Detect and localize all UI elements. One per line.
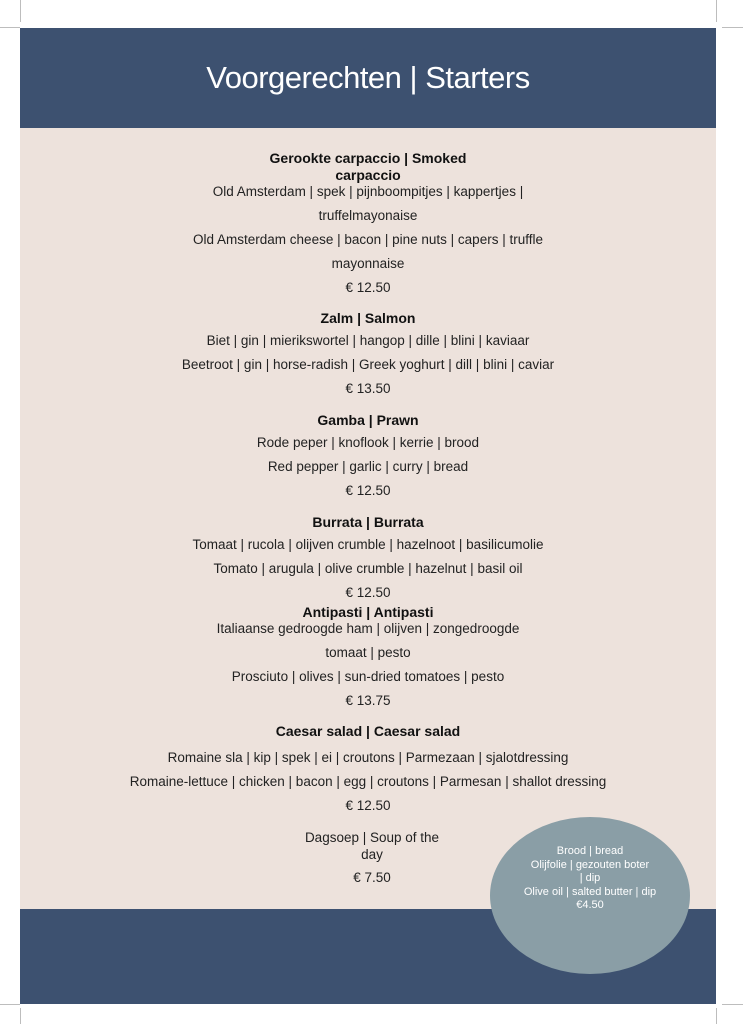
item-desc-nl: Biet | gin | mierikswortel | hangop | dille | blini | kaviaar	[206, 333, 530, 348]
menu-item-salmon	[20, 310, 716, 401]
bread-title: Brood | bread	[556, 845, 624, 857]
item-title: Burrata | Burrata	[312, 514, 424, 530]
item-desc-nl: truffelmayonaise	[318, 208, 418, 223]
bread-price: €4.50	[576, 899, 604, 911]
bread-desc-nl: Olijfolie | gezouten boter | dip	[530, 858, 650, 884]
crop-mark	[0, 1004, 20, 1005]
item-desc-en: Beetroot | gin | horse-radish | Greek yoghurt | dill | blini | caviar	[181, 357, 555, 372]
item-title: Caesar salad | Caesar salad	[275, 723, 461, 739]
bread-badge	[490, 817, 690, 974]
item-desc-nl: Tomaat | rucola | olijven crumble | hazelnoot | basilicumolie	[192, 537, 544, 552]
menu-item-caesar-salad	[20, 723, 716, 818]
menu-item-antipasti	[20, 604, 716, 713]
item-title-line: Gerookte carpaccio | Smoked	[269, 150, 467, 166]
crop-mark	[722, 1004, 743, 1005]
menu-item-carpaccio	[20, 150, 716, 300]
soup-name: Dagsoep | Soup of the day	[304, 830, 440, 862]
item-price: € 13.75	[345, 693, 391, 708]
item-title: Zalm | Salmon	[320, 310, 416, 326]
item-price: € 12.50	[345, 483, 391, 498]
item-desc-en: Tomato | arugula | olive crumble | hazelnut | basil oil	[213, 561, 523, 576]
item-price: € 13.50	[345, 381, 391, 396]
crop-mark	[0, 27, 20, 28]
item-desc-nl: Romaine sla | kip | spek | ei | croutons | Parmezaan | sjalotdressing	[167, 750, 569, 765]
menu-content	[20, 128, 716, 909]
item-desc-en: mayonnaise	[331, 256, 405, 271]
item-desc-nl: tomaat | pesto	[325, 645, 411, 660]
item-title: Gamba | Prawn	[317, 412, 419, 428]
menu-header	[20, 28, 716, 128]
crop-mark	[722, 27, 743, 28]
item-desc-en: Prosciuto | olives | sun-dried tomatoes | pesto	[231, 669, 505, 684]
item-title	[20, 150, 716, 184]
crop-mark	[716, 0, 717, 22]
menu-item-prawn	[20, 412, 716, 503]
item-price: € 12.50	[345, 585, 391, 600]
item-price: € 12.50	[345, 280, 391, 295]
item-desc-en: Romaine-lettuce | chicken | bacon | egg | croutons | Parmesan | shallot dressing	[129, 774, 607, 789]
item-price: € 12.50	[345, 798, 391, 813]
crop-mark	[20, 1008, 21, 1024]
bread-desc-en: Olive oil | salted butter | dip	[523, 885, 657, 898]
item-desc-nl: Rode peper | knoflook | kerrie | brood	[256, 435, 480, 450]
item-title-line: carpaccio	[335, 167, 401, 183]
item-desc-en: Red pepper | garlic | curry | bread	[267, 459, 469, 474]
crop-mark	[716, 1008, 717, 1024]
item-desc-en: Old Amsterdam cheese | bacon | pine nuts | capers | truffle	[193, 232, 543, 247]
crop-mark	[20, 0, 21, 22]
item-desc-nl: Old Amsterdam | spek | pijnboompitjes | kappertjes |	[212, 184, 524, 199]
soup-price: € 7.50	[353, 870, 391, 885]
page-title: Voorgerechten | Starters	[206, 60, 530, 95]
menu-item-burrata	[20, 514, 716, 605]
item-title: Antipasti | Antipasti	[302, 604, 434, 620]
item-desc-nl: Italiaanse gedroogde ham | olijven | zongedroogde	[216, 621, 520, 636]
